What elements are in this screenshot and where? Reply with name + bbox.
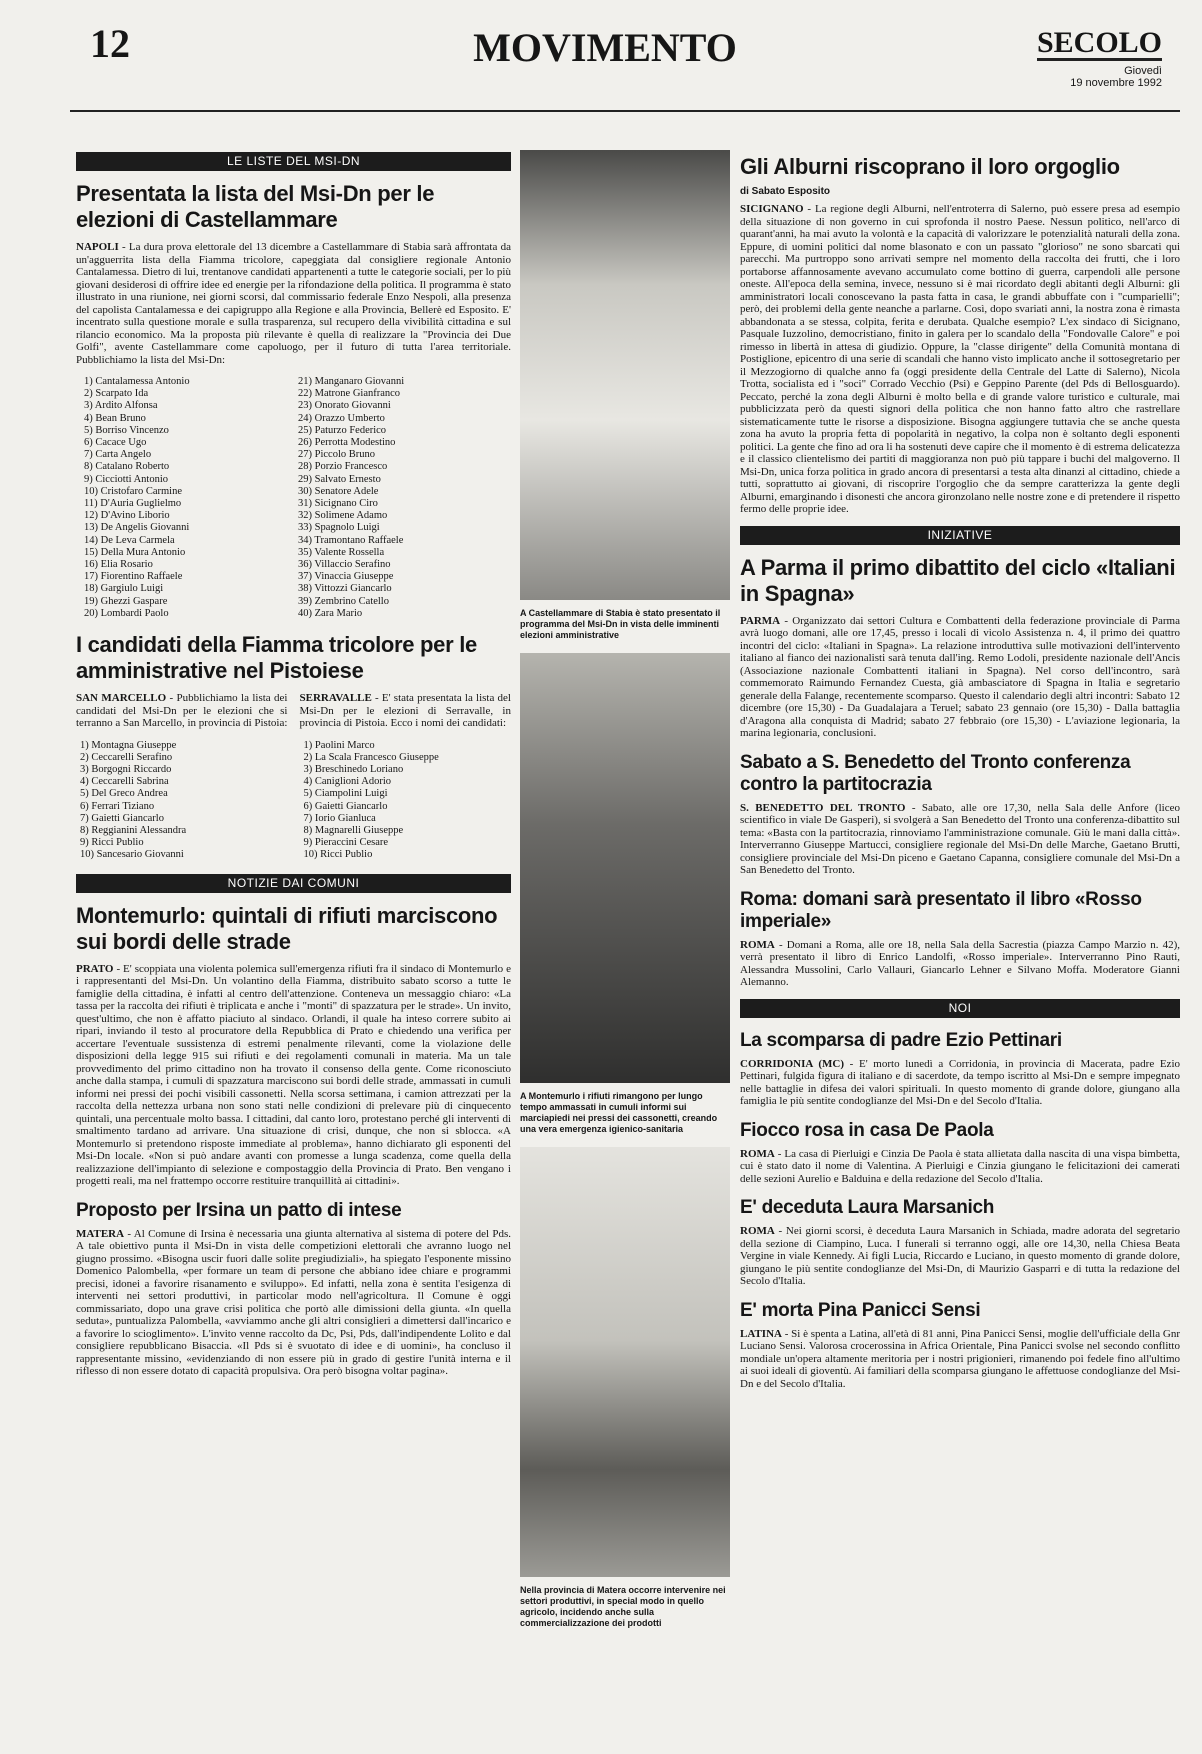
headline-marsanich: E' deceduta Laura Marsanich: [740, 1197, 995, 1218]
candidate-list-1: [84, 376, 284, 620]
article-text: - Pubblichiamo la lista dei candidati del Msi-Dn per le elezioni che si terranno a San Marcello, in provincia di Pistoia:: [76, 692, 288, 730]
article-text: - Organizzato dai settori Cultura e Combattenti della federazione provinciale di Parma avrà luogo domani, alle ore 17,45, presso i locali di vicolo Assistenza n. 4, il primo dei quattro incontri del ciclo: «Italiani in Spagna». La relazione introduttiva sulle motivazioni dell'intervento italiano al fianco dei nazionalisti sarà tenuta dall'ing. Remo Lodoli, presidente nazionale dell'Ancis (Associazione nazionale Combattenti italiani in Spagna). Nel corso dell'incontro, sarà commemorato Raimundo Fernandez Cuesta, già ambasciatore di Spagna in Italia e segretario generale della Falange, recentemente scomparso. Questo il calendario degli altri incontri: Sabato 12 dicembre (ore 15,30) - Da Guadalajara a Teruel; sabato 23 gennaio (ore 15,30) - Dalla battaglia d'Aragona alla conquista di Madrid; sabato 27 febbraio (ore 15,30) - L'aviazione legionaria, la marina legionaria, conclusioni.: [740, 614, 1180, 739]
brand-logo: SECOLO: [1036, 26, 1162, 59]
candidate-list-castellammare: [84, 376, 511, 620]
kicker-noi: NOI: [740, 999, 1180, 1018]
candidate-item: 35) Valente Rossella: [298, 546, 385, 558]
candidate-item: 32) Solimene Adamo: [298, 510, 388, 522]
candidate-item: 5) Ciampolini Luigi: [303, 788, 388, 800]
candidate-item: 17) Fiorentino Raffaele: [84, 571, 183, 583]
candidate-item: 1) Montagna Giuseppe: [80, 739, 177, 751]
headline-montemurlo: Montemurlo: quintali di rifiuti marciscono sui bordi delle strade: [76, 902, 498, 954]
candidate-item: 3) Borgogni Riccardo: [80, 763, 172, 775]
candidate-item: 1) Paolini Marco: [303, 739, 375, 751]
candidate-item: 13) De Angelis Giovanni: [84, 522, 190, 534]
article-irsina: [76, 1228, 511, 1378]
dateline: ROMA: [740, 1225, 775, 1237]
candidate-item: 25) Paturzo Federico: [298, 424, 387, 436]
article-text: - Si è spenta a Latina, all'età di 81 anni, Pina Panicci Sensi, moglie dell'ufficiale della Gnr Luciano Sensi. Valorosa crocerossina in Africa Orientale, Pina Panicci svolse nel secondo conflitto mondiale un'opera altamente meritoria per i nostri prigionieri, rimanendo poi fedele fino all'ultimo ai suoi ideali di gioventù. Ai familiari della scomparsa giungano le affettuose condoglianze del Msi-Dn e del Secolo d'Italia.: [740, 1327, 1180, 1390]
candidate-item: 7) Gaietti Giancarlo: [80, 812, 164, 824]
article-text: - Domani a Roma, alle ore 18, nella Sala della Sacrestia (piazza Campo Marzio n. 42), verrà presentato il libro di Enrico Landolfi, «Rosso imperiale». Interverranno Pino Rauti, Alessandra Mussolini, Carlo Vallauri, Giancarlo Lehner e Silvano Moffa. Moderatore Gianni Alemanno.: [740, 938, 1180, 988]
article-panicci-sensi: [740, 1328, 1180, 1391]
candidate-item: 7) Iorio Gianluca: [303, 812, 376, 824]
candidate-item: 5) Borriso Vincenzo: [84, 424, 169, 436]
headline-castellammare: Presentata la lista del Msi-Dn per le elezioni di Castellammare: [76, 181, 435, 232]
article-text: - E' scoppiata una violenta polemica sull'emergenza rifiuti fra il sindaco di Montemurlo e i rappresentanti del Msi-Dn. Un volantino della Fiamma, distribuito sabato scorso a tutte le famiglie della cittadina, è infatti al centro dell'attenzione. Conteneva un messaggio chiaro: «La tassa per la raccolta dei rifiuti è triplicata e anche i "monti" di spazzatura per le strade». Un invito, quest'ultimo, che non è affatto piaciuto al sindaco. Orlandi, il quale ha inteso correre subito ai ripari, inviando il testo al procuratore della Repubblica di Prato e chiedendo una verifica per accertare l'eventuale sussistenza di estremi penalmente rilevanti, come la violazione delle disposizioni della legge 915 sui rifiuti e dei regolamenti comunali in materia. Ma un tale provvedimento del primo cittadino non ha trovato il consenso della gente. Come riconosciuto anche dalla stampa, i cumuli di spazzatura marciscono sui bordi delle strade, ammassati in cumuli informi nei pressi dei pochi visibili cassonetti. Nella scorsa settimana, i camion attrezzati per la raccolta della nettezza urbana non sono stati nelle condizioni di prelevare più di cinquecento quintali, una percentuale molto bassa. I cittadini, dal canto loro, protestano perché gli interventi di smaltimento tardano ad arrivare. Una situazione di crisi, dunque, che non si sblocca. «A Montemurlo si pretendono risposte immediate al problema», hanno dichiarato gli esponenti del Msi-Dn locale. «Non si può andare avanti con promesse a lunga scadenza, come quella della realizzazione dell'impianto di selezione e compostaggio della Provincia di Prato. Ben vengano i progetti reali, ma nel frattempo occorre restituire tranquillità ai cittadini».: [76, 962, 511, 1188]
article-pettinari: [740, 1058, 1180, 1108]
headline-san-benedetto: Sabato a S. Benedetto del Tronto conferenza contro la partitocrazia: [740, 751, 1131, 795]
candidate-item: 2) Ceccarelli Serafino: [80, 751, 173, 763]
issue-date: 19 novembre 1992: [1070, 77, 1162, 89]
candidate-item: 34) Tramontano Raffaele: [298, 534, 404, 546]
issue-day: Giovedì: [1124, 65, 1162, 77]
photo-matera-countryside: [520, 1147, 730, 1577]
headline-panicci-sensi: E' morta Pina Panicci Sensi: [740, 1299, 981, 1321]
candidate-item: 26) Perrotta Modestino: [298, 437, 396, 449]
kicker-liste: LE LISTE DEL MSI-DN: [76, 152, 511, 171]
candidate-item: 4) Ceccarelli Sabrina: [80, 776, 169, 788]
article-parma: [740, 615, 1180, 740]
article-text: - La dura prova elettorale del 13 dicembre a Castellammare di Stabia sarà affrontata da un'agguerrita lista della Fiamma tricolore, capeggiata dal consigliere regionale Antonio Cantalamessa. Dietro di lui, trentanove candidati appartenenti a tutte le categorie sociali, per lo più giovani desiderosi di offrire idee ed energie per la rifondazione della politica. Il programma è stato illustrato in una riunione, nei giorni scorsi, dal commissario federale Enzo Nespoli, alla presenza del capolista Cantalamessa e dei capigruppo alla Regione e alla Provincia, Bellerè ed Esposito. E' incentrato sulla questione morale e sulla trasparenza, sul recupero della vivibilità cittadina e sul rilancio economico. Ma la proposta più rilevante è quella di realizzare la "Provincia dei Due Golfi", avente Castellammare come capoluogo, per il futuro di tutta l'area territoriale. Pubblichiamo la lista del Msi-Dn:: [76, 241, 511, 366]
candidate-item: 7) Carta Angelo: [84, 449, 152, 461]
headline-rosso-imperiale: Roma: domani sarà presentato il libro «Rosso imperiale»: [740, 888, 1142, 932]
article-rosso-imperiale: [740, 939, 1180, 989]
left-column: [76, 150, 511, 1378]
masthead-brand: [1037, 28, 1162, 89]
dateline: SICIGNANO: [740, 203, 804, 215]
candidate-item: 2) La Scala Francesco Giuseppe: [303, 751, 439, 763]
candidate-item: 6) Ferrari Tiziano: [80, 800, 155, 812]
article-alburni: [740, 203, 1180, 516]
candidate-item: 4) Caniglioni Adorio: [303, 776, 391, 788]
dateline: ROMA: [740, 938, 775, 951]
article-castellammare: [76, 241, 511, 366]
candidate-item: 19) Ghezzi Gaspare: [84, 595, 168, 607]
candidate-item: 6) Gaietti Giancarlo: [303, 800, 388, 812]
candidate-item: 9) Cicciotti Antonio: [84, 473, 168, 485]
dateline: NAPOLI: [76, 241, 119, 253]
masthead-rule: [70, 110, 1180, 112]
candidate-item: 9) Pieraccini Cesare: [303, 837, 389, 849]
right-column: [740, 150, 1180, 1390]
candidate-item: 8) Catalano Roberto: [84, 461, 170, 473]
candidate-item: 4) Bean Bruno: [84, 412, 146, 424]
candidate-item: 29) Salvato Ernesto: [298, 473, 381, 485]
candidate-item: 10) Cristofaro Carmine: [84, 485, 182, 497]
photo-montemurlo-garbage: [520, 653, 730, 1083]
candidate-list-3: [80, 740, 288, 862]
candidate-item: 21) Manganaro Giovanni: [298, 376, 405, 387]
candidate-item: 8) Reggianini Alessandra: [80, 824, 187, 836]
caption-castellammare: A Castellammare di Stabia è stato presentato il programma del Msi-Dn in vista delle imminenti elezioni amministrative: [520, 608, 721, 640]
candidate-item: 33) Spagnolo Luigi: [298, 522, 380, 534]
dateline: SAN MARCELLO: [76, 692, 167, 705]
candidate-item: 11) D'Auria Guglielmo: [84, 498, 182, 510]
candidate-item: 16) Elia Rosario: [84, 559, 153, 571]
candidate-item: 37) Vinaccia Giuseppe: [298, 571, 394, 583]
dateline: ROMA: [740, 1147, 775, 1160]
article-serravalle: [300, 692, 512, 730]
headline-parma: A Parma il primo dibattito del ciclo «Italiani in Spagna»: [740, 554, 1176, 606]
dateline: MATERA: [76, 1227, 125, 1240]
caption-montemurlo: A Montemurlo i rifiuti rimangono per lungo tempo ammassati in cumuli informi sui marciapiedi nei pressi dei cassonetti, creando una vera emergenza igienico-sanitaria: [520, 1091, 718, 1134]
headline-pistoiese: I candidati della Fiamma tricolore per le amministrative nel Pistoiese: [76, 632, 477, 684]
article-text: - E' morto lunedì a Corridonia, in provincia di Macerata, padre Ezio Pettinari, fulgida figura di italiano e di sacerdote, da tempo iscritto al Msi-Dn e sempre impegnato nelle battaglie in difesa dei valori spirituali. In questo momento di grande dolore, giungano alla famiglia le più sentite condoglianze del Msi-Dn e del Secolo d'Italia.: [740, 1057, 1180, 1107]
article-marsanich: [740, 1225, 1180, 1288]
candidate-list-4: [304, 740, 512, 862]
caption-matera: Nella provincia di Matera occorre intervenire nei settori produttivi, in special modo in quello agricolo, incidendo anche sulla commercializzazione dei prodotti: [520, 1585, 726, 1628]
photo-column: [520, 150, 730, 1641]
article-text: - Sabato, alle ore 17,30, nella Sala delle Anfore (liceo scientifico in viale De Gasperi), si svolgerà a San Benedetto del Tronto una conferenza-dibattito sul tema: «Basta con la partitocrazia, rinnoviamo l'amministrazione comunale. Giù le mani dalla città». Interverranno Giuseppe Martucci, consigliere regionale del Msi-Dn delle Marche, Gaetano Brutti, consigliere provinciale del Msi-Dn piceno e Gaetano Capanna, consigliere comunale del Msi-Dn a San Benedetto del Tronto.: [740, 801, 1180, 876]
dateline: PRATO: [76, 962, 114, 975]
kicker-iniziative: INIZIATIVE: [740, 526, 1180, 545]
article-text: - La regione degli Alburni, nell'entroterra di Salerno, può essere presa ad esempio della situazione di non governo in cui sprofonda il nostro Paese. Nessun politico, nell'arco di quarant'anni, ha mai avuto la volontà e la capacità di valorizzare le potenzialità naturali della zona. Eppure, di uomini politici dal nome blasonato e con un passato "glorioso" ne sono sbarcati qui parecchi. Ma purtroppo sono arrivati sempre nel momento della raccolta dei frutti, che i loro portaborse affannosamente avevano accumulato come bottino di guerra, carpendoli alle persone oneste. All'epoca della semina, invece, nessuno si è mai ricordato degli abitanti degli Alburni: gli amministratori locali conoscevano la pasta fatta in casa, le grandi abbuffate con i "cumparielli"; però, dei problemi della gente neanche a parlarne. Così, dopo svariati anni, la nostra zona è rimasta abbandonata a se stessa, colpita, ferita e derubata. Qualche esempio? L'ex sindaco di Sicignano, Pasquale Iuzzolino, democristiano, finito in galera per lo scandalo della "Fondovalle Calore" e poi rimesso in libertà in attesa di giudizio. Oppure, la "classe dirigente" della Comunità montana di Postiglione, epicentro di una serie di scandali che hanno visto implicato anche il sottosegretario per il Mezzogiorno di qualche anno fa (oggi presidente della Centrale del Latte di Salerno), Nicola Trotta, socialista ed i "soci" Corrado Vecchio (Psi) e Geppino Parente (del Pds di Bellosguardo). Peccato, perché la zona degli Alburni è molto bella e di grande valore turistico e culturale, mai pubblicizzata però da questi signori della politica che non hanno fatto altro che rastrellare sistematicamente tutte le risorse a disposizione. Bisogna aggiungere tuttavia che se anche questa zona ha avuto la propria fetta di popolarità in negativo, la colpa non è soltanto degli esponenti politici. La gente che fino ad ora li ha sostenuti deve capire che il momento è di estrema delicatezza e il classico clientelismo dei partiti di maggioranza non può più tappare i buchi del malgoverno. Il Msi-Dn, unica forza politica in grado ancora di presentarsi a testa alta dinanzi al cittadino, chiede a tutti, soprattutto ai giovani, di riscoprire l'orgoglio che da sempre caratterizza la gente degli Alburni, emarginando i disonesti che ancora gironzolano nelle nostre zone e di pretendere il rispetto fermo delle proprie idee.: [740, 203, 1180, 515]
pistoiese-columns: [76, 692, 511, 866]
candidate-item: 22) Matrone Gianfranco: [298, 388, 401, 400]
candidate-item: 31) Sicignano Ciro: [298, 498, 378, 510]
candidate-item: 10) Ricci Publio: [303, 849, 373, 861]
headline-alburni: Gli Alburni riscoprano il loro orgoglio: [740, 154, 1120, 179]
headline-irsina: Proposto per Irsina un patto di intese: [76, 1199, 402, 1221]
candidate-item: 18) Gargiulo Luigi: [84, 583, 164, 595]
article-text: - Al Comune di Irsina è necessaria una giunta alternativa al sistema di potere del Pds. A tale obiettivo punta il Msi-Dn in vista delle competizioni elettorali che avranno luogo nel giugno prossimo. «Bisogna uscir fuori dalle solite pregiudiziali», ha spiegato l'esponente missino Domenico Palombella, «per formare un team di persone che abbiano idee chiare e programmi precisi, idonei a favorire risanamento e sviluppo». Ed infatti, nella zona è sentita l'esigenza di interventi nei settori produttivi, in particolar modo nell'agricoltura. Il Comune è oggi commissariato, dopo una grave crisi politica che portò alle dimissioni della giunta. «In quella seduta», puntualizza Palombella, «avviammo anche gli altri consiglieri a dimettersi dall'incarico e a favorire lo scioglimento». L'invito venne raccolto da Dc, Psi, Pds, dall'indipendente Lolito e dal consigliere repubblicano Bisaccia. «Il Pds si è svuotato di idee e di uomini», ha concluso il rappresentante missino, «evidenziando di non essere più in grado di gestire l'unità interna e il riflesso di non essere dotato di capacità propulsiva. Ora però bisogna voltar pagina».: [76, 1227, 511, 1378]
candidate-item: 27) Piccolo Bruno: [298, 449, 375, 461]
headline-de-paola: Fiocco rosa in casa De Paola: [740, 1119, 994, 1141]
candidate-list-2: [298, 376, 498, 620]
candidate-item: 15) Della Mura Antonio: [84, 546, 186, 558]
headline-pettinari: La scomparsa di padre Ezio Pettinari: [740, 1029, 1062, 1051]
candidate-item: 9) Ricci Publio: [80, 837, 144, 849]
candidate-item: 39) Zembrino Catello: [298, 595, 389, 607]
candidate-item: 14) De Leva Carmela: [84, 534, 175, 546]
article-text: - La casa di Pierluigi e Cinzia De Paola è stata allietata dalla nascita di una vispa bimbetta, cui è stato dato il nome di Valentina. A Pierluigi e Cinzia giungano le felicitazioni dei camerati delle sezioni Aurelio e Balduina e della redazione del Secolo d'Italia.: [740, 1147, 1180, 1185]
candidate-item: 40) Zara Mario: [298, 607, 363, 619]
kicker-comuni: NOTIZIE DAI COMUNI: [76, 874, 511, 893]
candidate-item: 3) Breschinedo Loriano: [303, 763, 404, 775]
candidate-item: 24) Orazzo Umberto: [298, 412, 385, 424]
candidate-item: 30) Senatore Adele: [298, 485, 379, 497]
dateline: PARMA: [740, 614, 781, 627]
article-de-paola: [740, 1148, 1180, 1186]
article-text: - E' stata presentata la lista del Msi-Dn per le elezioni di Serravalle, in provincia di Pistoia. Ecco i nomi dei candidati:: [299, 692, 511, 730]
byline: di Sabato Esposito: [740, 186, 831, 197]
candidate-item: 28) Porzio Francesco: [298, 461, 388, 473]
page-number: 12: [90, 21, 130, 66]
dateline: S. BENEDETTO DEL TRONTO: [740, 801, 906, 814]
candidate-item: 3) Ardito Alfonsa: [84, 400, 158, 412]
photo-castellammare-office: [520, 150, 730, 600]
candidate-item: 23) Onorato Giovanni: [298, 400, 391, 412]
candidate-item: 2) Scarpato Ida: [84, 388, 149, 400]
article-montemurlo: [76, 963, 511, 1188]
article-san-benedetto: [740, 802, 1180, 877]
dateline: CORRIDONIA (MC): [740, 1057, 845, 1070]
candidate-item: 12) D'Avino Liborio: [84, 510, 170, 522]
candidate-item: 5) Del Greco Andrea: [80, 788, 168, 800]
candidate-list-san-marcello: [80, 740, 288, 862]
dateline: LATINA: [740, 1327, 782, 1340]
candidate-list-serravalle: [304, 740, 512, 862]
article-text: - Nei giorni scorsi, è deceduta Laura Marsanich in Schiada, madre adorata del segretario della sezione di Ciampino, Luca. I funerali si terranno oggi, alle ore 14,30, nella Chiesa Beata Vergine in viale Kennedy. Ai figli Lucia, Riccardo e Luciano, in questo momento di grande dolore, giungano le più sentite condoglianze del Msi-Dn, di Maurizio Gasparri e di tutta la redazione del Secolo d'Italia.: [740, 1225, 1180, 1287]
dateline: SERRAVALLE: [299, 692, 372, 705]
candidate-item: 38) Vittozzi Giancarlo: [298, 583, 392, 595]
candidate-item: 20) Lombardi Paolo: [84, 607, 169, 619]
article-san-marcello: [76, 692, 288, 730]
candidate-item: 10) Sancesario Giovanni: [80, 849, 184, 861]
candidate-item: 1) Cantalamessa Antonio: [84, 376, 190, 387]
serravalle-block: [300, 692, 512, 866]
candidate-item: 36) Villaccio Serafino: [298, 559, 391, 571]
candidate-item: 6) Cacace Ugo: [84, 437, 147, 449]
candidate-item: 8) Magnarelli Giuseppe: [303, 824, 404, 836]
section-title: MOVIMENTO: [473, 25, 737, 70]
san-marcello-block: [76, 692, 288, 866]
